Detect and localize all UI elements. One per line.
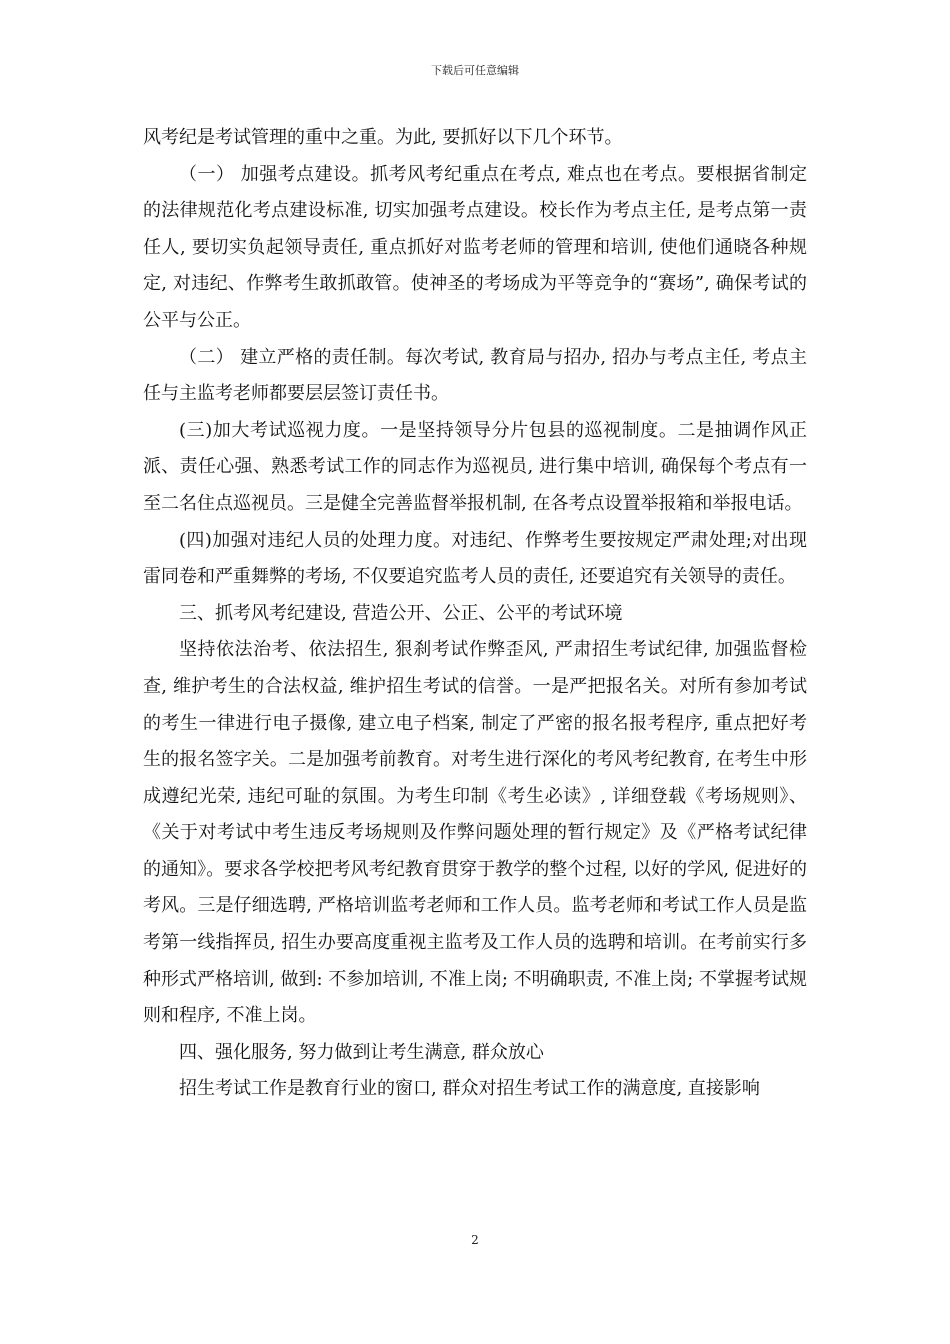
- paragraph: （二） 建立严格的责任制。每次考试, 教育局与招办, 招办与考点主任, 考点主任与主监考老师都要层层签订责任书。: [143, 346, 807, 405]
- paragraph: 招生考试工作是教育行业的窗口, 群众对招生考试工作的满意度, 直接影响: [179, 1078, 760, 1100]
- document-body: [143, 120, 807, 1108]
- page-header: 下载后可任意编辑: [431, 64, 519, 77]
- paragraph: 坚持依法治考、依法招生, 狠刹考试作弊歪风, 严肃招生考试纪律, 加强监督检查, 维护考生的合法权益, 维护招生考试的信誉。一是严把报名关。对所有参加考试的考生一律进行电子摄像, 建立电子档案, 制定了严密的报名报考程序, 重点把好考生的报名签字关。二是加强考前教育。对考生进行深化的考风考纪教育, 在考生中形成遵纪光荣, 违纪可耻的氛围。为考生印制《考生必读》, 详细登载《考场规则》、《关于对考试中考生违反考场规则及作弊问题处理的暂行规定》及《严格考试纪律的通知》。要求各学校把考风考纪教育贯穿于教学的整个过程, 以好的学风, 促进好的考风。三是仔细选聘, 严格培训监考老师和工作人员。监考老师和考试工作人员是监考第一线指挥员, 招生办要高度重视主监考及工作人员的选聘和培训。在考前实行多种形式严格培训, 做到: 不参加培训, 不准上岗; 不明确职责, 不准上岗; 不掌握考试规则和程序, 不准上岗。: [143, 639, 807, 1027]
- paragraph: （一） 加强考点建设。抓考风考纪重点在考点, 难点也在考点。要根据省制定的法律规范化考点建设标准, 切实加强考点建设。校长作为考点主任, 是考点第一责任人, 要切实负起领导责任, 重点抓好对监考老师的管理和培训, 使他们通晓各种规定, 对违纪、作弊考生敢抓敢管。使神圣的考场成为平等竞争的“赛场”, 确保考试的公平与公正。: [143, 163, 807, 331]
- paragraph: (四)加强对违纪人员的处理力度。对违纪、作弊考生要按规定严肃处理;对出现雷同卷和严重舞弊的考场, 不仅要追究监考人员的责任, 还要追究有关领导的责任。: [143, 529, 807, 588]
- section-heading: 三、抓考风考纪建设, 营造公开、公正、公平的考试环境: [179, 602, 623, 624]
- paragraph: (三)加大考试巡视力度。一是坚持领导分片包县的巡视制度。二是抽调作风正派、责任心强、熟悉考试工作的同志作为巡视员, 进行集中培训, 确保每个考点有一至二名住点巡视员。三是健全完善监督举报机制, 在各考点设置举报箱和举报电话。: [143, 419, 807, 514]
- page-number: 2: [471, 1233, 479, 1247]
- paragraph: 风考纪是考试管理的重中之重。为此, 要抓好以下几个环节。: [143, 127, 623, 148]
- section-heading: 四、强化服务, 努力做到让考生满意, 群众放心: [179, 1041, 544, 1063]
